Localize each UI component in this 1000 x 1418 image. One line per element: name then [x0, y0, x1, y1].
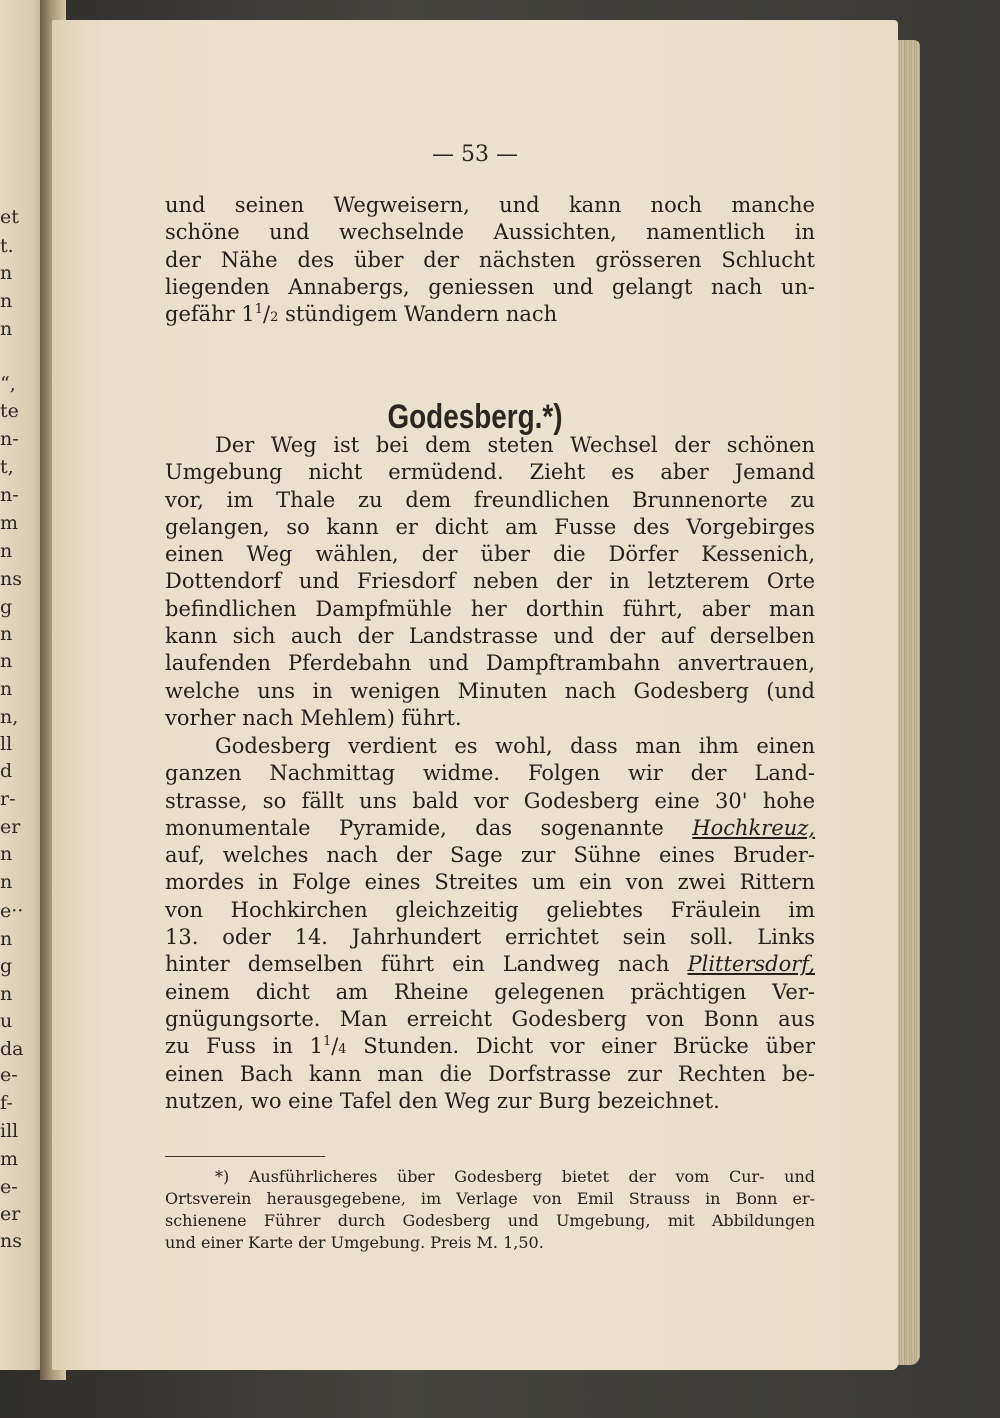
facing-page-fragment: ns — [0, 1230, 22, 1252]
facing-page-fragment: er — [0, 816, 21, 838]
text-line: Umgebung nicht ermüdend. Zieht es aber Jemand — [165, 460, 815, 485]
facing-page-fragment: n — [0, 650, 13, 672]
text-line: ganzen Nachmittag widme. Folgen wir der Land- — [165, 761, 815, 786]
facing-page-fragment: n — [0, 540, 13, 562]
text-line: monumentale Pyramide, das sogenannte Hochkreuz, — [165, 815, 815, 840]
text-line: Der Weg ist bei dem steten Wechsel der schönen — [215, 433, 815, 457]
facing-page-fragment: n — [0, 262, 13, 284]
facing-page-fragment: “, — [0, 373, 16, 395]
facing-page-fragment: n — [0, 843, 13, 865]
section-heading: Godesberg.*) — [387, 398, 563, 436]
facing-page-fragment: n — [0, 678, 13, 700]
text-line: gelangen, so kann er dicht am Fusse des Vorgebirges — [165, 514, 815, 539]
facing-page-fragment: da — [0, 1038, 24, 1060]
text-line: welche uns in wenigen Minuten nach Godesberg (und — [165, 678, 815, 703]
facing-page-fragment: ll — [0, 733, 13, 755]
place-name-hochkreuz: Hochkreuz, — [692, 815, 815, 840]
facing-page-fragment: t. — [0, 235, 14, 257]
paragraph-1 — [165, 432, 815, 732]
footnote-line: Ortsverein herausgegebene, im Verlage von Emil Strauss in Bonn er- — [165, 1189, 815, 1208]
facing-page-fragment: e·· — [0, 900, 24, 922]
text-line: einen Bach kann man die Dorfstrasse zur Rechten be- — [165, 1061, 815, 1086]
text-line: vorher nach Mehlem) führt. — [165, 705, 462, 730]
text-line: einen Weg wählen, der über die Dörfer Kessenich, — [165, 542, 815, 567]
facing-page-fragment: n — [0, 623, 13, 645]
facing-page-fragment: er — [0, 1203, 21, 1225]
text-line: strasse, so fällt uns bald vor Godesberg eine 30' hohe — [165, 788, 815, 813]
facing-page-fragment: r- — [0, 788, 16, 810]
text-line: gnügungsorte. Man erreicht Godesberg von Bonn aus — [165, 1006, 815, 1031]
text-line: liegenden Annabergs, geniessen und gelangt nach un- — [165, 274, 815, 299]
text-line: und seinen Wegweisern, und kann noch manche — [165, 193, 815, 217]
facing-page-fragment: n — [0, 290, 13, 312]
intro-paragraph — [165, 192, 815, 328]
facing-page-fragment: t, — [0, 456, 14, 478]
footnote-line: *) Ausführlicheres über Godesberg bietet der vom Cur- und — [215, 1167, 815, 1186]
facing-page-fragment: n- — [0, 484, 19, 506]
facing-page-fragment: n — [0, 318, 13, 340]
text-line: gefähr $1^1/2$ stündigem Wandern nach — [165, 302, 558, 327]
facing-page-fragment: n — [0, 983, 13, 1005]
text-line: kann sich auch der Landstrasse und der auf derselben — [165, 624, 815, 649]
facing-page-fragment: te — [0, 400, 19, 422]
facing-page-fragment: g — [0, 955, 13, 977]
text-line: nutzen, wo eine Tafel den Weg zur Burg bezeichnet. — [165, 1088, 720, 1113]
text-line: der Nähe des über der nächsten grösseren Schlucht — [165, 247, 815, 272]
text-line: 13. oder 14. Jahrhundert errichtet sein soll. Links — [165, 925, 815, 950]
text-line: von Hochkirchen gleichzeitig geliebtes Fräulein im — [165, 897, 815, 922]
text-line: mordes in Folge eines Streites um ein von zwei Rittern — [165, 870, 815, 895]
facing-page-fragment: n, — [0, 706, 19, 728]
text-line: schöne und wechselnde Aussichten, namentlich in — [165, 220, 815, 245]
facing-page-fragment: n- — [0, 428, 19, 450]
paragraph-2 — [165, 733, 815, 1115]
text-line: auf, welches nach der Sage zur Sühne eines Bruder- — [165, 843, 815, 868]
facing-page-fragment: ns — [0, 568, 22, 590]
place-name-plittersdorf: Plittersdorf, — [687, 952, 815, 977]
text-line: vor, im Thale zu dem freundlichen Brunnenorte zu — [165, 487, 815, 512]
text-line: laufenden Pferdebahn und Dampftrambahn anvertrauen, — [165, 651, 815, 676]
footnote-line: und einer Karte der Umgebung. Preis M. 1,50. — [165, 1233, 544, 1252]
footnote-line: schienene Führer durch Godesberg und Umgebung, mit Abbildungen — [165, 1211, 815, 1230]
footnote-rule — [165, 1156, 325, 1157]
text-line: hinter demselben führt ein Landweg nach Plittersdorf, — [165, 952, 815, 977]
text-line: zu Fuss in $1^1/4$ Stunden. Dicht vor einer Brücke über — [165, 1034, 815, 1059]
facing-page-fragment: n — [0, 871, 13, 893]
facing-page-fragment: u — [0, 1010, 13, 1032]
text-line: einem dicht am Rheine gelegenen prächtigen Ver- — [165, 979, 815, 1004]
facing-page-fragment: ill — [0, 1120, 19, 1142]
facing-page-fragment: d — [0, 760, 13, 782]
facing-page-fragment: et — [0, 206, 19, 228]
facing-page-fragment: n — [0, 928, 13, 950]
facing-page-fragment: m — [0, 1148, 19, 1170]
facing-page-fragment: e- — [0, 1064, 18, 1086]
footnote — [165, 1166, 815, 1254]
facing-page-fragment: g — [0, 596, 13, 618]
page-number: — 53 — — [432, 142, 518, 167]
book-page — [52, 20, 898, 1370]
text-line: befindlichen Dampfmühle her dorthin führt, aber man — [165, 596, 815, 621]
facing-page-fragment: f- — [0, 1092, 13, 1114]
text-line: Dottendorf und Friesdorf neben der in letzterem Orte — [165, 569, 815, 594]
facing-page-fragment: m — [0, 512, 19, 534]
text-line: Godesberg verdient es wohl, dass man ihm einen — [215, 734, 815, 758]
facing-page-fragment: e- — [0, 1176, 18, 1198]
